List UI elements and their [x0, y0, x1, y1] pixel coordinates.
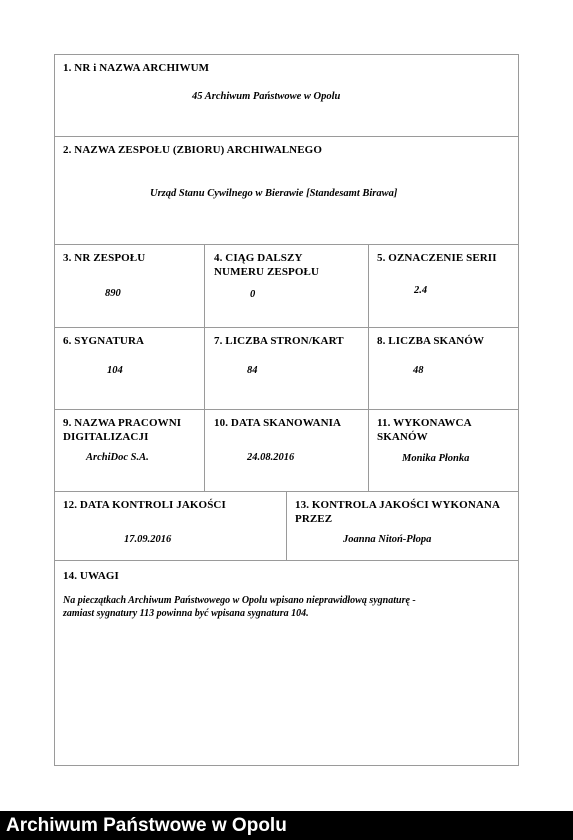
digitization-lab-label-line1: 9. NAZWA PRACOWNI: [63, 417, 182, 429]
series-label: 5. OZNACZENIE SERII: [377, 252, 497, 264]
footer-title: Archiwum Państwowe w Opolu: [6, 815, 287, 836]
fonds-number-value: 890: [105, 288, 121, 299]
notes-label: 14. UWAGI: [63, 570, 119, 582]
scan-operator-label-line2: SKANÓW: [377, 431, 428, 443]
qc-date-value: 17.09.2016: [124, 534, 172, 545]
pages-count-value: 84: [247, 365, 258, 376]
scans-count-value: 48: [413, 365, 424, 376]
scan-date-value: 24.08.2016: [247, 452, 295, 463]
pages-count-label: 7. LICZBA STRON/KART: [214, 335, 344, 347]
series-value: 2.4: [414, 285, 428, 296]
row-divider-3: [54, 327, 519, 328]
qc-performed-by-value: Joanna Nitoń-Płopa: [343, 534, 432, 545]
digitization-lab-label-line2: DIGITALIZACJI: [63, 431, 149, 443]
qc-performed-by-label-line2: PRZEZ: [295, 513, 333, 525]
col-divider-b: [368, 244, 369, 491]
archive-label: 1. NR i NAZWA ARCHIWUM: [63, 62, 210, 74]
fonds-name-value: Urząd Stanu Cywilnego w Bierawie [Standesamt Birawa]: [150, 188, 398, 199]
signature-label: 6. SYGNATURA: [63, 335, 145, 347]
fonds-number-label: 3. NR ZESPOŁU: [63, 252, 146, 264]
digitization-lab-value: ArchiDoc S.A.: [86, 452, 149, 463]
footer-bar: [0, 811, 573, 840]
row-divider-6: [54, 560, 519, 561]
fonds-continuation-label-line2: NUMERU ZESPOŁU: [214, 266, 319, 278]
scan-operator-value: Monika Płonka: [402, 453, 470, 464]
row-divider-4: [54, 409, 519, 410]
scan-date-label: 10. DATA SKANOWANIA: [214, 417, 342, 429]
notes-line-2: zamiast sygnatury 113 powinna być wpisana sygnatura 104.: [63, 608, 309, 619]
col-divider-a: [204, 244, 205, 491]
fonds-continuation-label-line1: 4. CIĄG DALSZY: [214, 252, 303, 264]
row-divider-2: [54, 244, 519, 245]
col-divider-c: [286, 491, 287, 560]
archive-value: 45 Archiwum Państwowe w Opolu: [192, 91, 341, 102]
fonds-continuation-value: 0: [250, 289, 256, 300]
scan-operator-label-line1: 11. WYKONAWCA: [377, 417, 472, 429]
qc-date-label: 12. DATA KONTROLI JAKOŚCI: [63, 499, 226, 511]
notes-line-1: Na pieczątkach Archiwum Państwowego w Opolu wpisano nieprawidłową sygnaturę -: [63, 595, 416, 606]
scans-count-label: 8. LICZBA SKANÓW: [377, 335, 485, 347]
row-divider-1: [54, 136, 519, 137]
signature-value: 104: [107, 365, 123, 376]
form-border: [54, 54, 519, 766]
fonds-name-label: 2. NAZWA ZESPOŁU (ZBIORU) ARCHIWALNEGO: [63, 144, 322, 156]
qc-performed-by-label-line1: 13. KONTROLA JAKOŚCI WYKONANA: [295, 499, 500, 511]
